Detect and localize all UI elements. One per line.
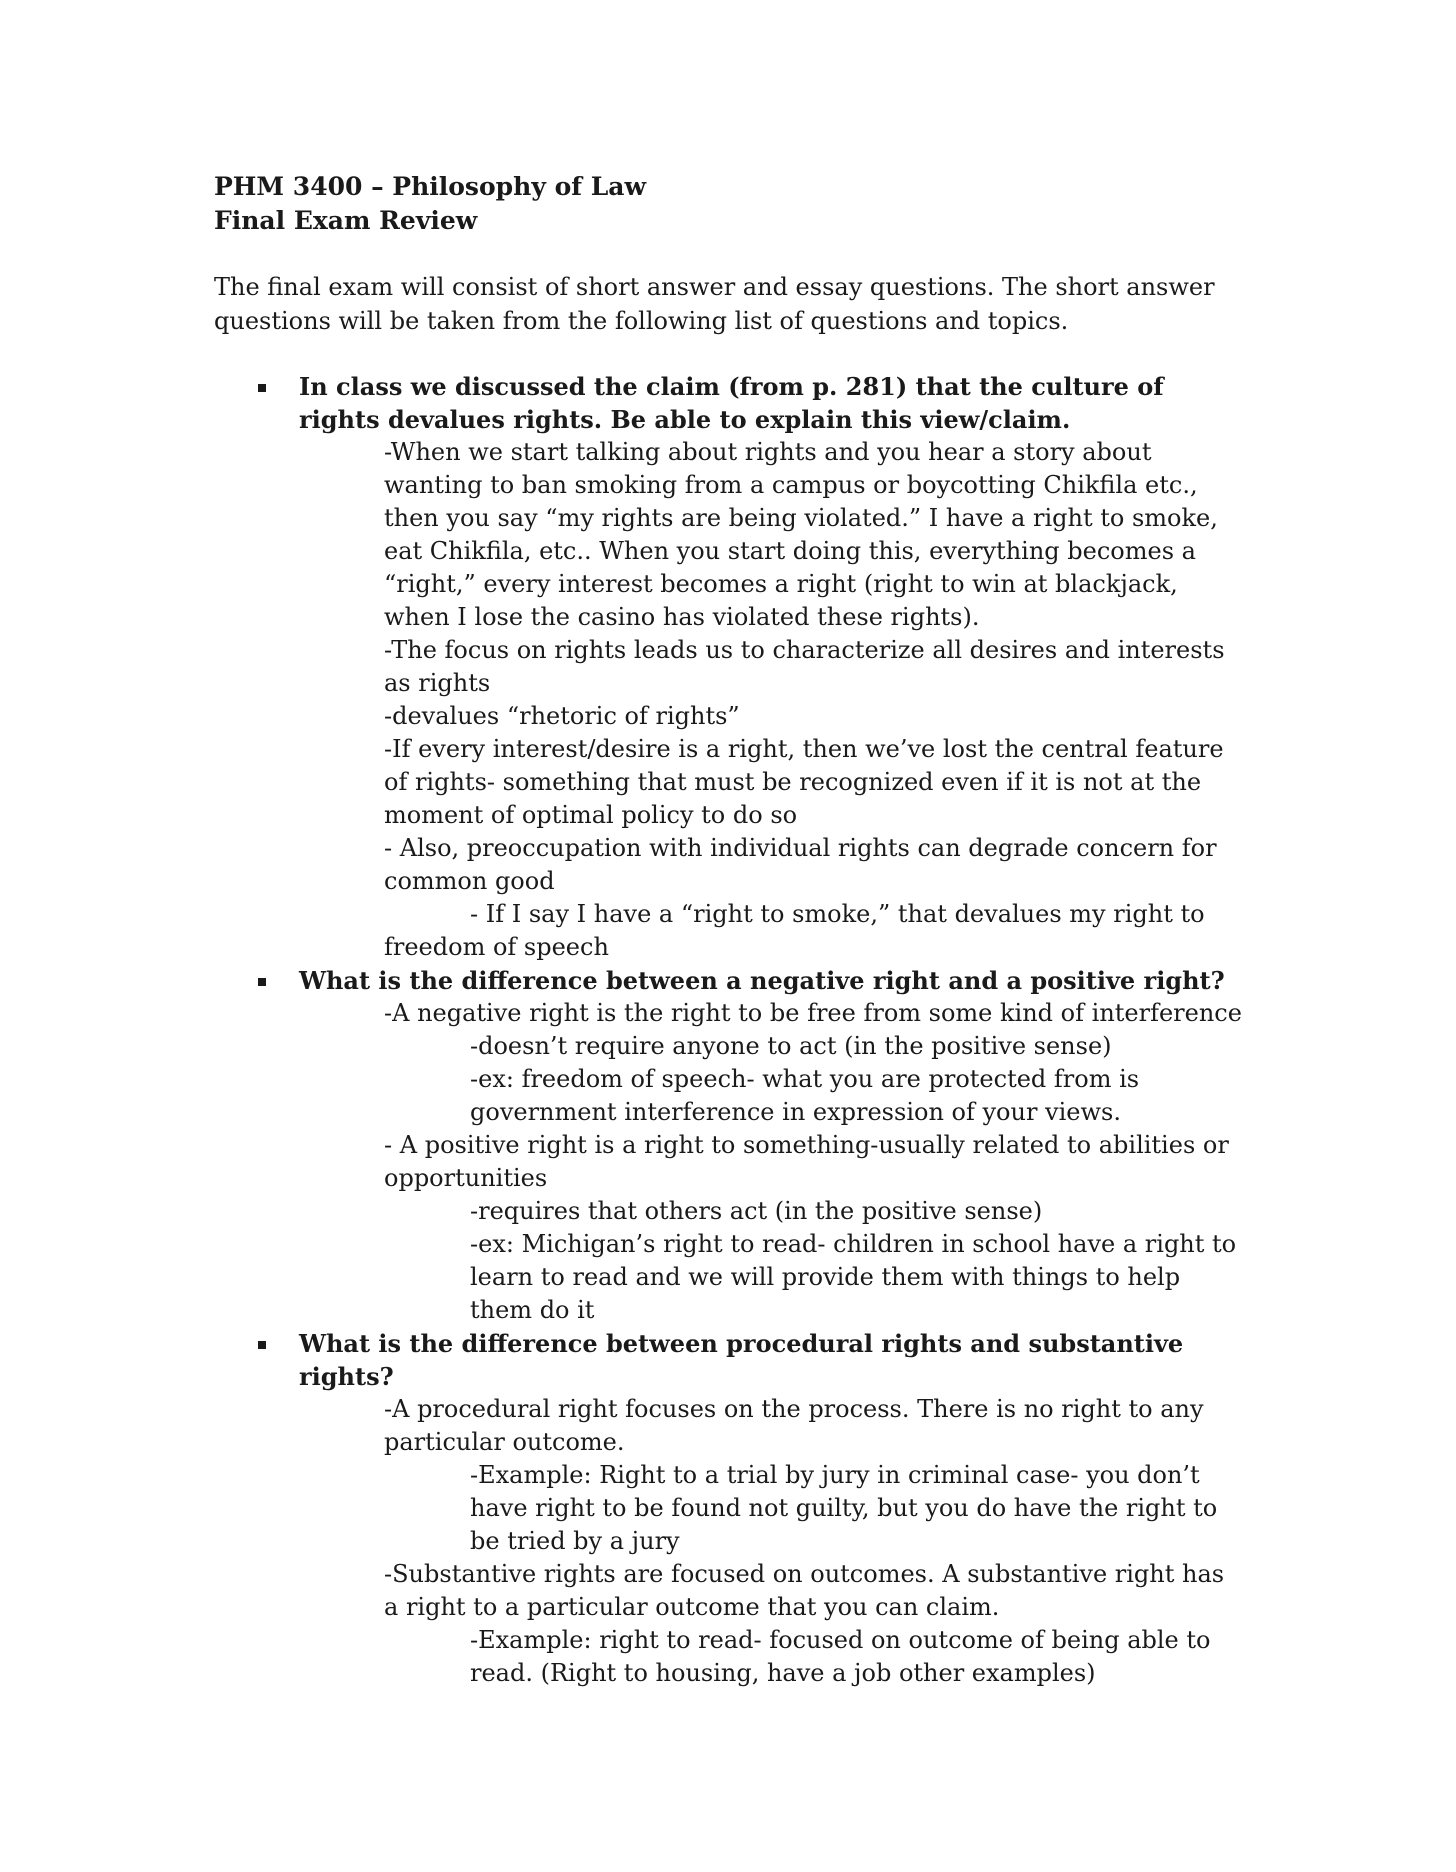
- answer-line: - A positive right is a right to something-usually related to abilities or opportunities: [384, 1131, 1229, 1192]
- square-bullet-icon: [258, 1341, 266, 1349]
- square-bullet-icon: [258, 384, 266, 392]
- answer-subline: -requires that others act (in the positive sense): [470, 1197, 1043, 1225]
- answer-line: -A procedural right focuses on the process. There is no right to any particular outcome.: [384, 1395, 1204, 1456]
- answer-subline: - If I say I have a “right to smoke,” that devalues my right to freedom of speech: [384, 900, 1205, 961]
- answer-subline: -doesn’t require anyone to act (in the positive sense): [470, 1032, 1112, 1060]
- answer-line: -devalues “rhetoric of rights”: [384, 702, 740, 730]
- answer-line: -Substantive rights are focused on outcomes. A substantive right has a right to a particular outcome that you can claim.: [384, 1560, 1225, 1621]
- answer-subline: -Example: right to read- focused on outcome of being able to read. (Right to housing, have a job other examples): [470, 1626, 1211, 1687]
- question-item: [0, 964, 1456, 1327]
- answer-line: - Also, preoccupation with individual rights can degrade concern for common good: [384, 834, 1217, 895]
- intro-paragraph: The final exam will consist of short answer and essay questions. The short answer questions will be taken from the following list of questions and topics.: [214, 273, 1215, 335]
- document-title: Final Exam Review: [214, 206, 478, 235]
- course-title: PHM 3400 – Philosophy of Law: [214, 172, 646, 201]
- answer-subline: -Example: Right to a trial by jury in criminal case- you don’t have right to be found not guilty, but you do have the right to be tried by a jury: [470, 1461, 1218, 1555]
- question-text: What is the difference between procedural rights and substantive rights?: [299, 1329, 1184, 1391]
- question-item: [0, 370, 1456, 964]
- answer-line: -A negative right is the right to be free from some kind of interference: [384, 999, 1242, 1027]
- question-item: [0, 1327, 1456, 1690]
- question-list: [0, 370, 1456, 1690]
- answer-line: -The focus on rights leads us to characterize all desires and interests as rights: [384, 636, 1225, 697]
- answer-line: -If every interest/desire is a right, then we’ve lost the central feature of rights- something that must be recognized even if it is not at the moment of optimal policy to do so: [384, 735, 1224, 829]
- question-text: In class we discussed the claim (from p. 281) that the culture of rights devalues rights. Be able to explain this view/claim.: [299, 372, 1164, 434]
- answer-line: -When we start talking about rights and you hear a story about wanting to ban smoking from a campus or boycotting Chikfila etc., then you say “my rights are being violated.” I have a right to smoke, eat Chikfila, etc.. When you start doing this, everything becomes a “right,” every interest becomes a right (right to win at blackjack, when I lose the casino has violated these rights).: [384, 438, 1218, 631]
- answer-subline: -ex: freedom of speech- what you are protected from is government interference in expression of your views.: [470, 1065, 1140, 1126]
- square-bullet-icon: [258, 978, 266, 986]
- question-text: What is the difference between a negative right and a positive right?: [299, 966, 1225, 995]
- document-heading: [214, 170, 646, 238]
- answer-subline: -ex: Michigan’s right to read- children in school have a right to learn to read and we will provide them with things to help them do it: [470, 1230, 1237, 1324]
